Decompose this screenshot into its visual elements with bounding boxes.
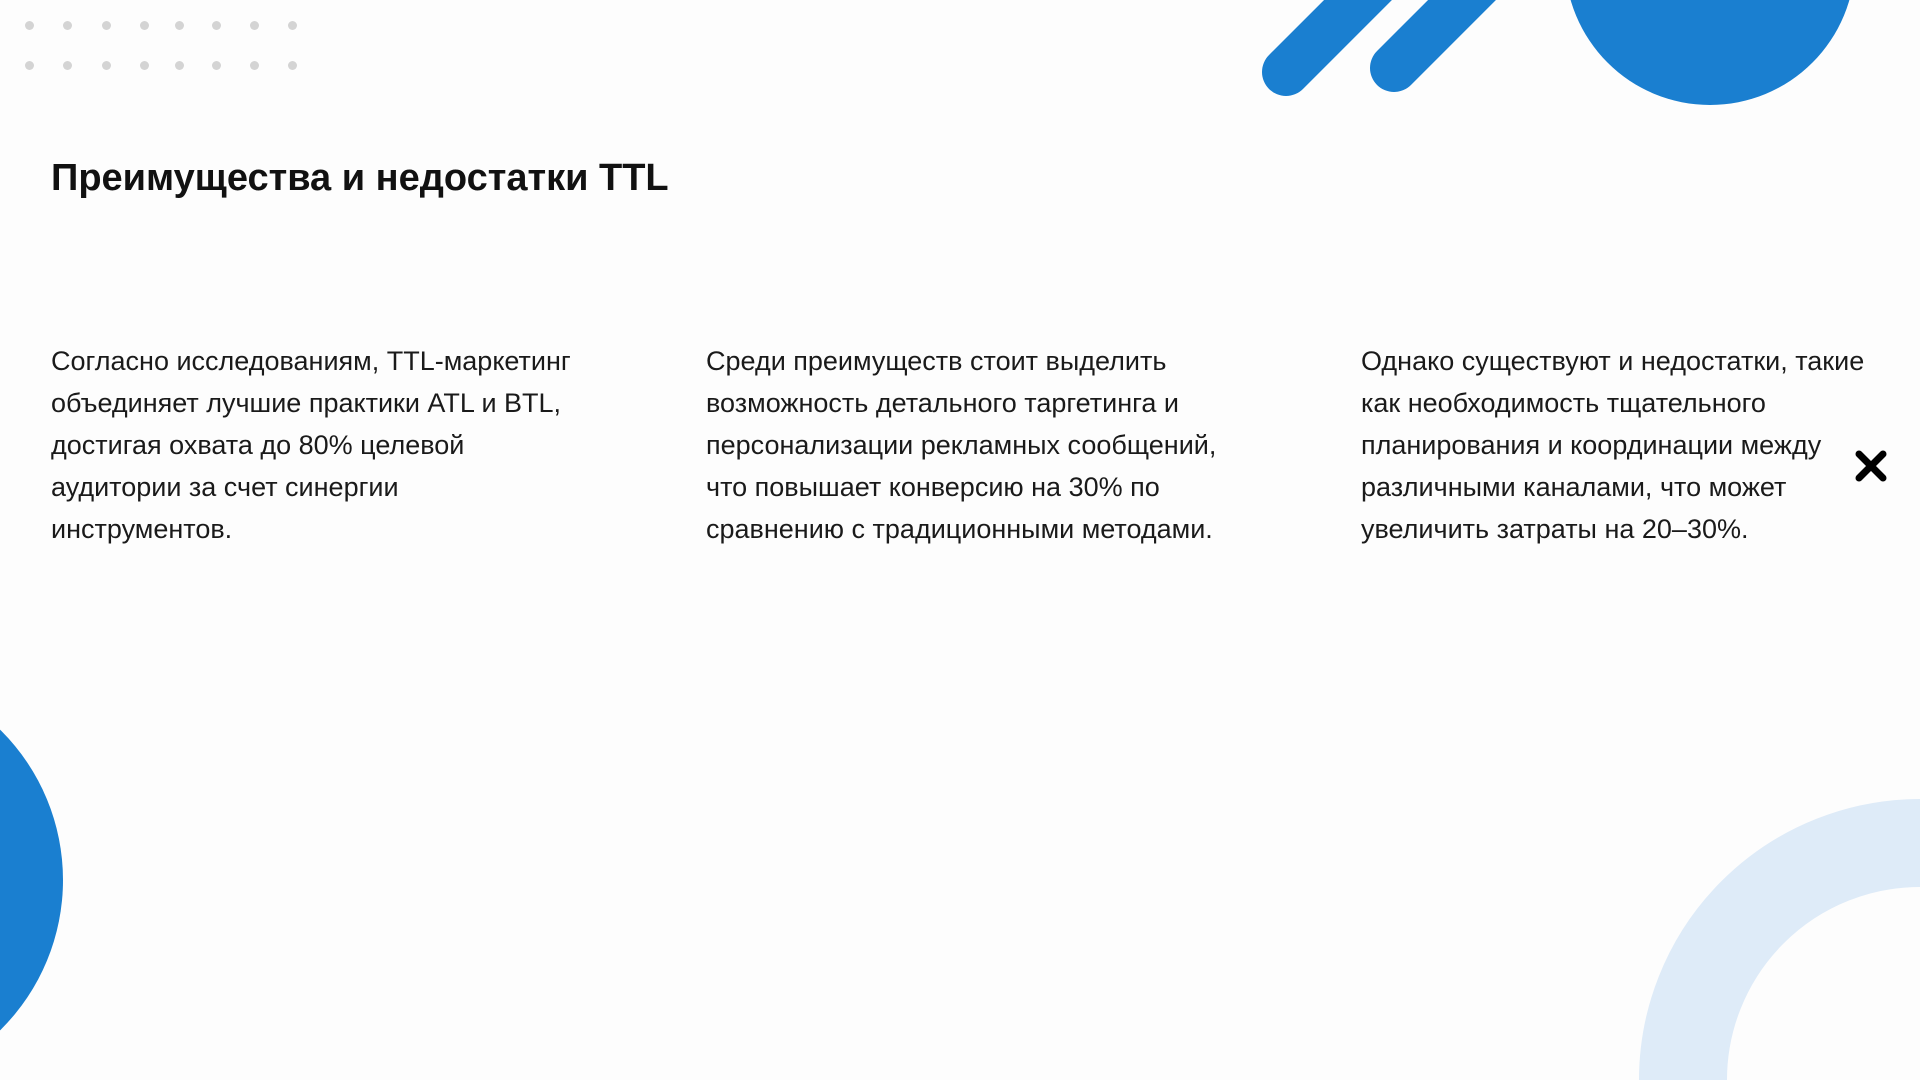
diagonal-stripe-right [1394,0,1491,68]
close-icon [1853,448,1889,484]
column-text-advantages: Среди преимуществ стоит выделить возможность детального таргетинга и персонализации рекламных сообщений, что повышает конверсию на 30% по сравнению с традиционными методами. [706,346,1217,544]
column-text-research: Согласно исследованиям, TTL-маркетинг объединяет лучшие практики ATL и BTL, достигая охвата до 80% целевой аудитории за счет синергии инструментов. [51,346,571,544]
diagonal-stripe-left [1286,0,1383,72]
bottom-right-ring [1683,843,1920,1080]
slide-title: Преимущества и недостатки TTL [51,157,669,199]
bottom-left-circle [0,669,63,1080]
column-text-disadvantages: Однако существуют и недостатки, такие как необходимость тщательного планирования и координации между различными каналами, что может увеличить затраты на 20–30%. [1361,346,1865,544]
close-button[interactable] [1851,446,1891,486]
top-right-circle [1565,0,1855,105]
